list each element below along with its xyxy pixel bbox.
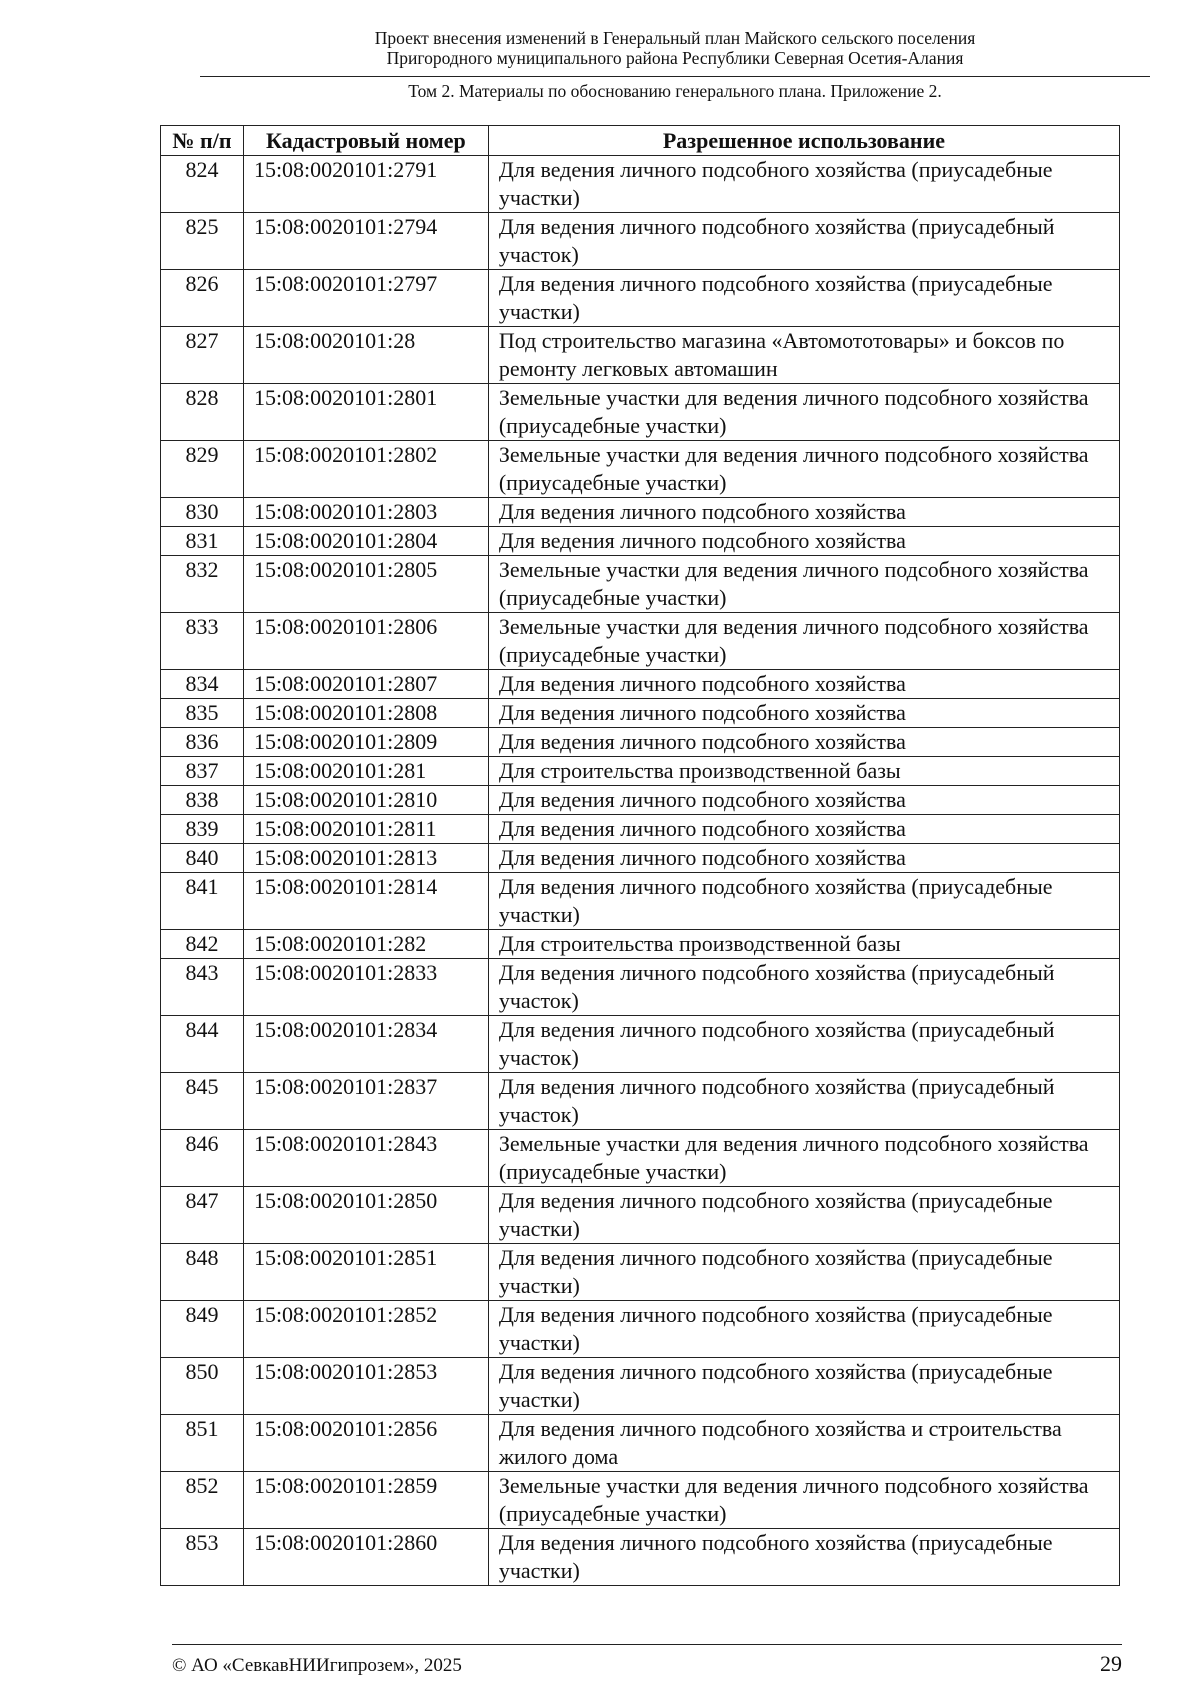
cadastral-number: 15:08:0020101:2804: [243, 527, 488, 556]
table-row: [161, 757, 1120, 786]
row-number: 829: [161, 441, 244, 498]
row-number: 826: [161, 270, 244, 327]
table-row: [161, 441, 1120, 498]
cadastral-number: 15:08:0020101:28: [243, 327, 488, 384]
cadastral-number: 15:08:0020101:2843: [243, 1130, 488, 1187]
table-row: [161, 527, 1120, 556]
header-divider: [200, 76, 1150, 77]
table-row: [161, 1130, 1120, 1187]
row-number: 842: [161, 930, 244, 959]
permitted-use: Для ведения личного подсобного хозяйства и строительства жилого дома: [488, 1415, 1119, 1472]
permitted-use: Земельные участки для ведения личного подсобного хозяйства (приусадебные участки): [488, 384, 1119, 441]
table-row: [161, 213, 1120, 270]
permitted-use: Под строительство магазина «Автомототовары» и боксов по ремонту легковых автомашин: [488, 327, 1119, 384]
cadastral-number: 15:08:0020101:2797: [243, 270, 488, 327]
header-line-2: Пригородного муниципального района Республики Северная Осетия-Алания: [386, 48, 964, 68]
row-number: 852: [161, 1472, 244, 1529]
table-row: [161, 1301, 1120, 1358]
row-number: 850: [161, 1358, 244, 1415]
row-number: 837: [161, 757, 244, 786]
document-header: [200, 28, 1150, 68]
row-number: 834: [161, 670, 244, 699]
permitted-use: Для ведения личного подсобного хозяйства: [488, 786, 1119, 815]
permitted-use: Земельные участки для ведения личного подсобного хозяйства (приусадебные участки): [488, 556, 1119, 613]
cadastral-number: 15:08:0020101:2860: [243, 1529, 488, 1586]
permitted-use: Для ведения личного подсобного хозяйства (приусадебные участки): [488, 1187, 1119, 1244]
table-body: [161, 156, 1120, 1586]
cadastral-number: 15:08:0020101:2802: [243, 441, 488, 498]
cadastral-number: 15:08:0020101:2809: [243, 728, 488, 757]
permitted-use: Земельные участки для ведения личного подсобного хозяйства (приусадебные участки): [488, 1130, 1119, 1187]
table-row: [161, 844, 1120, 873]
table-row: [161, 873, 1120, 930]
table-row: [161, 1472, 1120, 1529]
table-row: [161, 930, 1120, 959]
table-row: [161, 786, 1120, 815]
table-row: [161, 1187, 1120, 1244]
table-row: [161, 699, 1120, 728]
cadastral-table: [160, 125, 1120, 1586]
cadastral-number: 15:08:0020101:2814: [243, 873, 488, 930]
table-row: [161, 728, 1120, 757]
row-number: 847: [161, 1187, 244, 1244]
cadastral-number: 15:08:0020101:2810: [243, 786, 488, 815]
permitted-use: Для ведения личного подсобного хозяйства: [488, 728, 1119, 757]
table-row: [161, 959, 1120, 1016]
cadastral-number: 15:08:0020101:2807: [243, 670, 488, 699]
page-number: 29: [1100, 1651, 1122, 1676]
permitted-use: Для строительства производственной базы: [488, 757, 1119, 786]
cadastral-number: 15:08:0020101:2791: [243, 156, 488, 213]
permitted-use: Для ведения личного подсобного хозяйства (приусадебные участки): [488, 1529, 1119, 1586]
permitted-use: Земельные участки для ведения личного подсобного хозяйства (приусадебные участки): [488, 441, 1119, 498]
permitted-use: Для ведения личного подсобного хозяйства: [488, 527, 1119, 556]
column-header-usage: Разрешенное использование: [488, 126, 1119, 156]
permitted-use: Для ведения личного подсобного хозяйства: [488, 844, 1119, 873]
permitted-use: Для ведения личного подсобного хозяйства (приусадебные участки): [488, 873, 1119, 930]
cadastral-number: 15:08:0020101:2859: [243, 1472, 488, 1529]
row-number: 844: [161, 1016, 244, 1073]
row-number: 833: [161, 613, 244, 670]
cadastral-number: 15:08:0020101:2805: [243, 556, 488, 613]
table-header-row: [161, 126, 1120, 156]
permitted-use: Для ведения личного подсобного хозяйства (приусадебные участки): [488, 1358, 1119, 1415]
cadastral-number: 15:08:0020101:282: [243, 930, 488, 959]
permitted-use: Для ведения личного подсобного хозяйства (приусадебные участки): [488, 270, 1119, 327]
row-number: 825: [161, 213, 244, 270]
row-number: 840: [161, 844, 244, 873]
table-row: [161, 556, 1120, 613]
table-row: [161, 815, 1120, 844]
cadastral-number: 15:08:0020101:2856: [243, 1415, 488, 1472]
row-number: 845: [161, 1073, 244, 1130]
permitted-use: Для ведения личного подсобного хозяйства (приусадебный участок): [488, 959, 1119, 1016]
cadastral-number: 15:08:0020101:2834: [243, 1016, 488, 1073]
permitted-use: Земельные участки для ведения личного подсобного хозяйства (приусадебные участки): [488, 1472, 1119, 1529]
row-number: 835: [161, 699, 244, 728]
row-number: 853: [161, 1529, 244, 1586]
cadastral-number: 15:08:0020101:2811: [243, 815, 488, 844]
cadastral-number: 15:08:0020101:2801: [243, 384, 488, 441]
row-number: 839: [161, 815, 244, 844]
column-header-number: № п/п: [161, 126, 244, 156]
footer-copyright: © АО «СевкавНИИгипрозем», 2025: [172, 1655, 462, 1676]
volume-subtitle: Том 2. Материалы по обоснованию генерального плана. Приложение 2.: [408, 81, 942, 101]
permitted-use: Для ведения личного подсобного хозяйства (приусадебные участки): [488, 1301, 1119, 1358]
row-number: 831: [161, 527, 244, 556]
table-row: [161, 270, 1120, 327]
permitted-use: Для ведения личного подсобного хозяйства (приусадебный участок): [488, 1073, 1119, 1130]
table-row: [161, 1358, 1120, 1415]
permitted-use: Для ведения личного подсобного хозяйства: [488, 670, 1119, 699]
row-number: 828: [161, 384, 244, 441]
permitted-use: Для ведения личного подсобного хозяйства (приусадебный участок): [488, 213, 1119, 270]
table-row: [161, 1244, 1120, 1301]
row-number: 848: [161, 1244, 244, 1301]
permitted-use: Для ведения личного подсобного хозяйства: [488, 498, 1119, 527]
permitted-use: Для ведения личного подсобного хозяйства (приусадебные участки): [488, 156, 1119, 213]
row-number: 841: [161, 873, 244, 930]
permitted-use: Для ведения личного подсобного хозяйства: [488, 699, 1119, 728]
cadastral-number: 15:08:0020101:2837: [243, 1073, 488, 1130]
cadastral-number: 15:08:0020101:2813: [243, 844, 488, 873]
row-number: 836: [161, 728, 244, 757]
cadastral-number: 15:08:0020101:2806: [243, 613, 488, 670]
row-number: 832: [161, 556, 244, 613]
table-row: [161, 1073, 1120, 1130]
footer-divider: [172, 1644, 1122, 1645]
table-row: [161, 1415, 1120, 1472]
cadastral-number: 15:08:0020101:2794: [243, 213, 488, 270]
permitted-use: Земельные участки для ведения личного подсобного хозяйства (приусадебные участки): [488, 613, 1119, 670]
table-row: [161, 1529, 1120, 1586]
table-row: [161, 384, 1120, 441]
permitted-use: Для ведения личного подсобного хозяйства: [488, 815, 1119, 844]
row-number: 851: [161, 1415, 244, 1472]
header-line-1: Проект внесения изменений в Генеральный план Майского сельского поселения: [374, 28, 976, 48]
row-number: 830: [161, 498, 244, 527]
cadastral-number: 15:08:0020101:2808: [243, 699, 488, 728]
row-number: 843: [161, 959, 244, 1016]
column-header-cadastral: Кадастровый номер: [243, 126, 488, 156]
table-row: [161, 613, 1120, 670]
row-number: 849: [161, 1301, 244, 1358]
cadastral-number: 15:08:0020101:2851: [243, 1244, 488, 1301]
table-row: [161, 156, 1120, 213]
row-number: 824: [161, 156, 244, 213]
permitted-use: Для ведения личного подсобного хозяйства (приусадебный участок): [488, 1016, 1119, 1073]
table-row: [161, 498, 1120, 527]
permitted-use: Для строительства производственной базы: [488, 930, 1119, 959]
row-number: 827: [161, 327, 244, 384]
table-row: [161, 670, 1120, 699]
table-row: [161, 327, 1120, 384]
cadastral-number: 15:08:0020101:2850: [243, 1187, 488, 1244]
cadastral-number: 15:08:0020101:281: [243, 757, 488, 786]
cadastral-number: 15:08:0020101:2852: [243, 1301, 488, 1358]
cadastral-number: 15:08:0020101:2833: [243, 959, 488, 1016]
cadastral-number: 15:08:0020101:2853: [243, 1358, 488, 1415]
table-row: [161, 1016, 1120, 1073]
permitted-use: Для ведения личного подсобного хозяйства (приусадебные участки): [488, 1244, 1119, 1301]
row-number: 838: [161, 786, 244, 815]
row-number: 846: [161, 1130, 244, 1187]
cadastral-number: 15:08:0020101:2803: [243, 498, 488, 527]
